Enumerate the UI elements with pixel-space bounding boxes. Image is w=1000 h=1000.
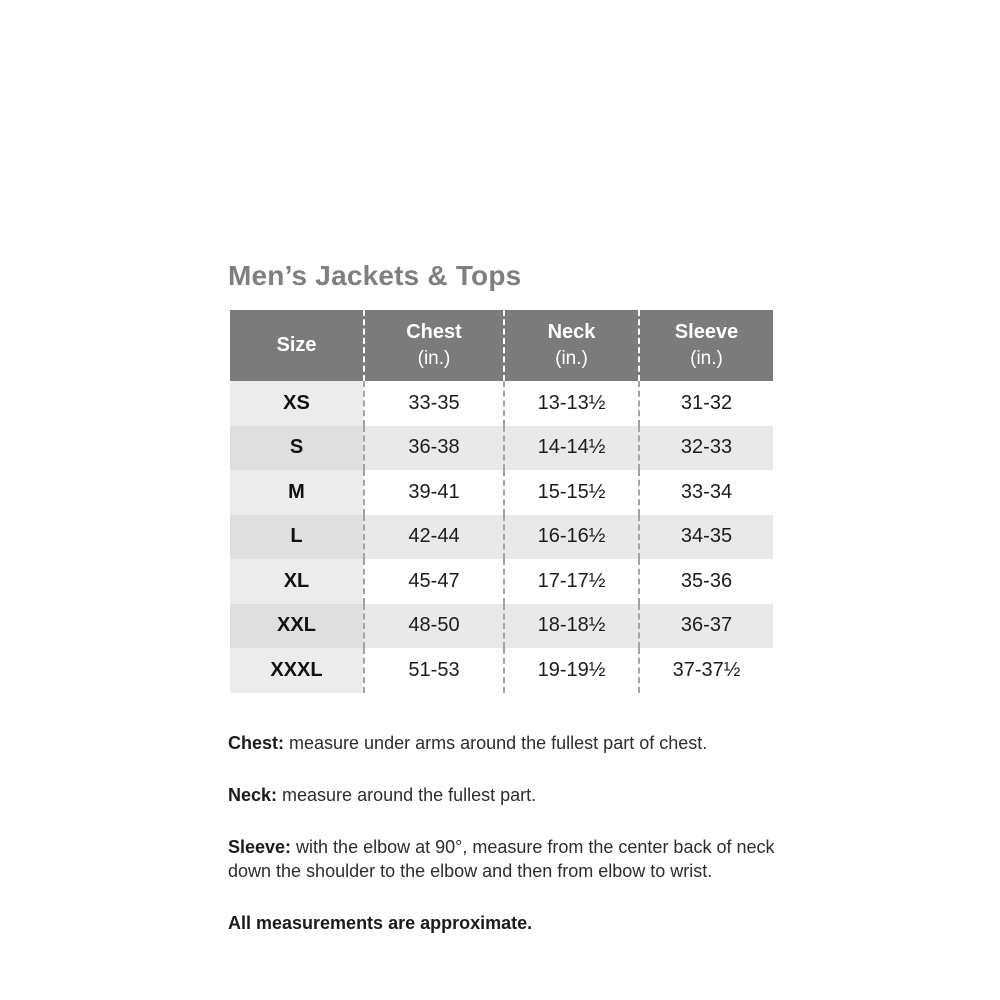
neck-cell: 18-18½ bbox=[503, 604, 638, 649]
note-approximate: All measurements are approximate. bbox=[228, 913, 533, 933]
col-header-chest-label: Chest bbox=[406, 321, 462, 343]
chest-cell: 42-44 bbox=[363, 515, 503, 560]
col-header-chest-unit: (in.) bbox=[417, 348, 451, 369]
table-row-m bbox=[230, 470, 773, 515]
col-header-sleeve-unit: (in.) bbox=[690, 348, 723, 369]
note-chest-label: Chest: bbox=[228, 733, 285, 753]
sleeve-cell: 31-32 bbox=[638, 381, 773, 426]
neck-cell: 16-16½ bbox=[503, 515, 638, 560]
table-row-s bbox=[230, 426, 773, 471]
table-row-l bbox=[230, 515, 773, 560]
size-cell: S bbox=[230, 426, 363, 471]
note-neck-text: measure around the fullest part. bbox=[277, 785, 537, 805]
col-header-neck-label: Neck bbox=[547, 321, 596, 343]
chest-cell: 33-35 bbox=[363, 381, 503, 426]
size-table bbox=[230, 310, 773, 693]
note-chest bbox=[228, 731, 783, 755]
size-cell: XS bbox=[230, 381, 363, 426]
sleeve-cell: 37-37½ bbox=[638, 648, 773, 693]
chest-cell: 36-38 bbox=[363, 426, 503, 471]
col-header-neck bbox=[503, 310, 638, 381]
table-row-xxxl bbox=[230, 648, 773, 693]
sleeve-cell: 33-34 bbox=[638, 470, 773, 515]
note-neck bbox=[228, 783, 783, 807]
note-sleeve-text: with the elbow at 90°, measure from the center back of neck down the shoulder to the elbow and then from elbow to wrist. bbox=[228, 837, 775, 881]
col-header-neck-unit: (in.) bbox=[555, 348, 588, 369]
neck-cell: 14-14½ bbox=[503, 426, 638, 471]
neck-cell: 17-17½ bbox=[503, 559, 638, 604]
table-header-row bbox=[230, 310, 773, 381]
sleeve-cell: 35-36 bbox=[638, 559, 773, 604]
sleeve-cell: 36-37 bbox=[638, 604, 773, 649]
table-row-xxl bbox=[230, 604, 773, 649]
col-header-sleeve bbox=[638, 310, 773, 381]
chest-cell: 45-47 bbox=[363, 559, 503, 604]
col-header-chest bbox=[363, 310, 503, 381]
size-cell: XXL bbox=[230, 604, 363, 649]
note-sleeve bbox=[228, 835, 783, 883]
table-row-xl bbox=[230, 559, 773, 604]
page-title: Men’s Jackets & Tops bbox=[228, 260, 522, 291]
size-cell: M bbox=[230, 470, 363, 515]
chest-cell: 51-53 bbox=[363, 648, 503, 693]
neck-cell: 19-19½ bbox=[503, 648, 638, 693]
note-sleeve-label: Sleeve: bbox=[228, 837, 292, 857]
col-header-sleeve-label: Sleeve bbox=[674, 321, 739, 343]
measurement-notes bbox=[228, 731, 783, 963]
table-row-xs bbox=[230, 381, 773, 426]
sleeve-cell: 32-33 bbox=[638, 426, 773, 471]
note-neck-label: Neck: bbox=[228, 785, 278, 805]
sleeve-cell: 34-35 bbox=[638, 515, 773, 560]
col-header-size-label: Size bbox=[276, 334, 317, 356]
chest-cell: 39-41 bbox=[363, 470, 503, 515]
neck-cell: 15-15½ bbox=[503, 470, 638, 515]
size-cell: XL bbox=[230, 559, 363, 604]
size-cell: L bbox=[230, 515, 363, 560]
size-cell: XXXL bbox=[230, 648, 363, 693]
note-chest-text: measure under arms around the fullest part of chest. bbox=[284, 733, 708, 753]
chest-cell: 48-50 bbox=[363, 604, 503, 649]
neck-cell: 13-13½ bbox=[503, 381, 638, 426]
col-header-size bbox=[230, 310, 363, 381]
